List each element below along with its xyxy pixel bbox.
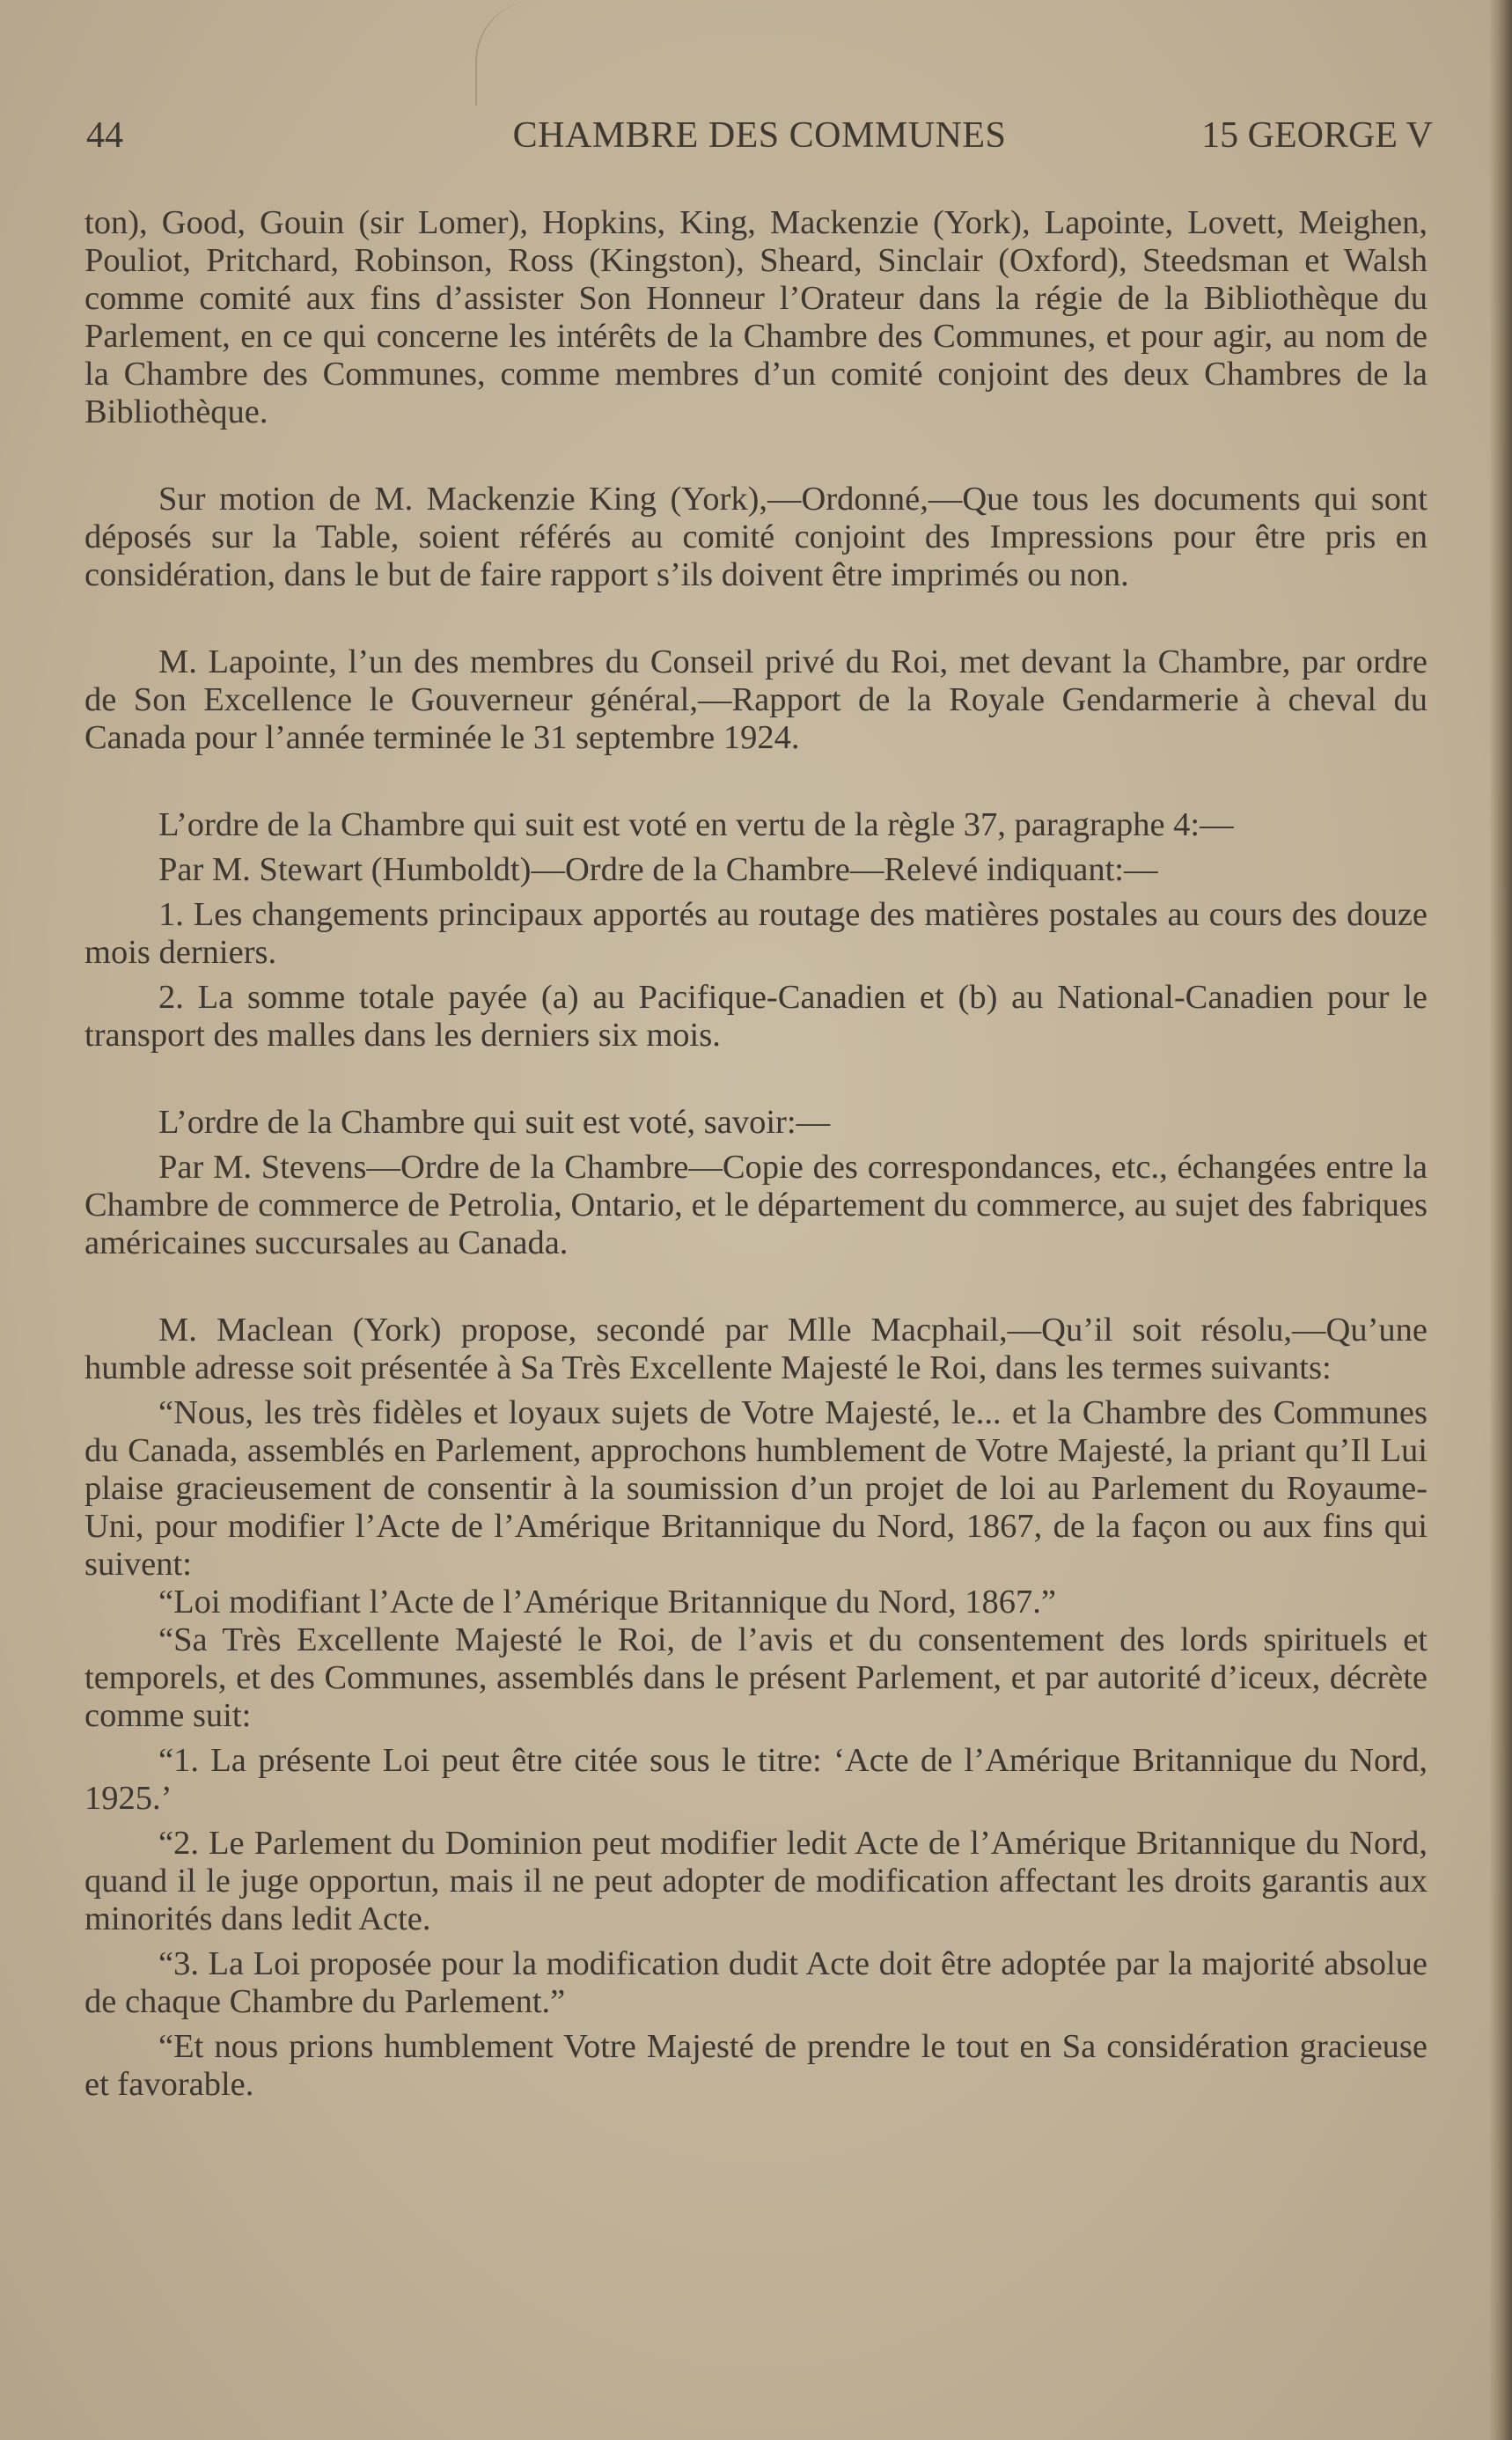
paragraph-section-3: “3. La Loi proposée pour la modification dudit Acte doit être adoptée par la majorité absolue de chaque Chambre du Parlement.” bbox=[84, 1945, 1428, 2020]
running-header bbox=[86, 107, 1433, 164]
paragraph-closing-prayer: “Et nous prions humblement Votre Majesté de prendre le tout en Sa considération gracieuse et favorable. bbox=[84, 2028, 1428, 2103]
body-text bbox=[84, 204, 1428, 2104]
paragraph-order-rule-37: L’ordre de la Chambre qui suit est voté en vertu de la règle 37, paragraphe 4:— bbox=[158, 806, 1234, 843]
paragraph-item-2: 2. La somme totale payée (a) au Pacifique-Canadien et (b) au National-Canadien pour le transport des malles dans les derniers six mois. bbox=[84, 979, 1428, 1054]
paragraph-printing-motion: Sur motion de M. Mackenzie King (York),—Ordonné,—Que tous les documents qui sont déposés sur la Table, soient référés au comité conjoint des Impressions pour être pris en considération, dans le but de faire rapport s’ils doivent être imprimés ou non. bbox=[84, 481, 1428, 593]
paragraph-library-committee: ton), Good, Gouin (sir Lomer), Hopkins, King, Mackenzie (York), Lapointe, Lovett, Meighen, Pouliot, Pritchard, Robinson, Ross (Kingston), Sheard, Sinclair (Oxford), Steedsman et Walsh comme comité aux fins d’assister Son Honneur l’Orateur dans la régie de la Bibliothèque du Parlement, en ce qui concerne les intérêts de la Chambre des Communes, et pour agir, au nom de la Chambre des Communes, comme membres d’un comité conjoint des deux Chambres de la Bibliothèque. bbox=[84, 204, 1428, 430]
paragraph-stevens-order: Par M. Stevens—Ordre de la Chambre—Copie des correspondances, etc., échangées entre la Chambre de commerce de Petrolia, Ontario, et le département du commerce, au sujet des fabriques américaines succursales au Canada. bbox=[84, 1149, 1428, 1261]
paper-fold-mark bbox=[475, 0, 600, 106]
page-edge-shadow bbox=[1489, 0, 1512, 2440]
paragraph-maclean-motion: M. Maclean (York) propose, secondé par Mlle Macphail,—Qu’il soit résolu,—Qu’une humble adresse soit présentée à Sa Très Excellente Majesté le Roi, dans les termes suivants: bbox=[84, 1312, 1428, 1386]
paragraph-section-1: “1. La présente Loi peut être citée sous le titre: ‘Acte de l’Amérique Britannique du Nord, 1925.’ bbox=[84, 1742, 1428, 1817]
paragraph-enacting-clause: “Sa Très Excellente Majesté le Roi, de l’avis et du consentement des lords spirituels et temporels, et des Communes, assemblés dans le présent Parlement, et par autorité d’iceux, décrète comme suit: bbox=[84, 1621, 1428, 1734]
paragraph-section-2: “2. Le Parlement du Dominion peut modifier ledit Acte de l’Amérique Britannique du Nord, quand il le juge opportun, mais il ne peut adopter de modification affectant les droits garantis aux minorités dans ledit Acte. bbox=[84, 1825, 1428, 1937]
running-title: CHAMBRE DES COMMUNES bbox=[512, 115, 1007, 156]
paragraph-rcmp-report: M. Lapointe, l’un des membres du Conseil privé du Roi, met devant la Chambre, par ordre de Son Excellence le Gouverneur général,—Rapport de la Royale Gendarmerie à cheval du Canada pour l’année terminée le 31 septembre 1924. bbox=[84, 643, 1428, 756]
page-number: 44 bbox=[86, 115, 123, 156]
paragraph-item-1: 1. Les changements principaux apportés au routage des matières postales au cours des douze mois derniers. bbox=[84, 896, 1428, 971]
regnal-year: 15 GEORGE V bbox=[1201, 115, 1433, 156]
paragraph-order-voted: L’ordre de la Chambre qui suit est voté, savoir:— bbox=[158, 1104, 831, 1141]
paragraph-stewart-order: Par M. Stewart (Humboldt)—Ordre de la Chambre—Relevé indiquant:— bbox=[158, 851, 1158, 888]
paragraph-bill-title: “Loi modifiant l’Acte de l’Amérique Britannique du Nord, 1867.” bbox=[158, 1584, 1056, 1621]
paragraph-address-text: “Nous, les très fidèles et loyaux sujets de Votre Majesté, le... et la Chambre des Communes du Canada, assemblés en Parlement, approchons humblement de Votre Majesté, la priant qu’Il Lui plaise gracieusement de consentir à la soumission d’un projet de loi au Parlement du Royaume-Uni, pour modifier l’Acte de l’Amérique Britannique du Nord, 1867, de la façon ou aux fins qui suivent: bbox=[84, 1394, 1428, 1583]
